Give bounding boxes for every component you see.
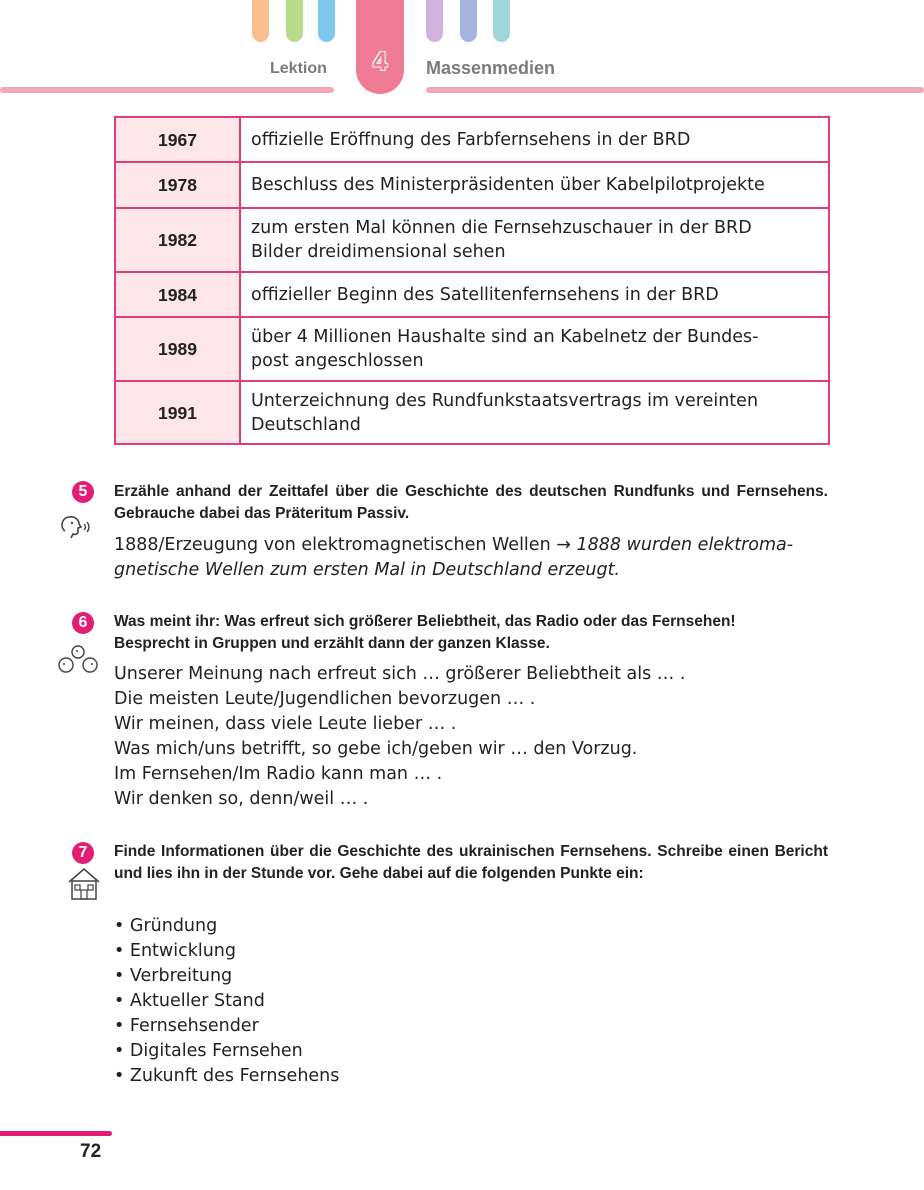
timeline-table <box>114 116 830 445</box>
year-cell: 1967 <box>115 117 240 162</box>
task-5-example-line-2: gnetische Wellen zum ersten Mal in Deutschland erzeugt. <box>114 560 620 580</box>
event-cell: zum ersten Mal können die Fernsehzuschauer in der BRD Bilder dreidimensional sehen <box>240 208 829 272</box>
lektion-number: 4 <box>372 46 388 76</box>
table-row <box>115 381 829 444</box>
event-cell: über 4 Millionen Haushalte sind an Kabelnetz der Bundes- post angeschlossen <box>240 317 829 381</box>
task-7-point: • Zukunft des Fernsehens <box>114 1066 340 1086</box>
lektion-label: Lektion <box>270 60 327 77</box>
task-7-point: • Digitales Fernsehen <box>114 1041 303 1061</box>
task-7-point: • Entwicklung <box>114 941 236 961</box>
task-6-phrase: Im Fernsehen/Im Radio kann man … . <box>114 764 443 784</box>
color-tab <box>493 0 510 42</box>
event-cell: Beschluss des Ministerpräsidenten über Kabelpilotprojekte <box>240 162 829 208</box>
year-cell: 1984 <box>115 272 240 317</box>
color-tab <box>252 0 269 42</box>
table-row <box>115 117 829 162</box>
year-cell: 1982 <box>115 208 240 272</box>
event-cell: Unterzeichnung des Rundfunkstaatsvertrags im vereinten Deutschland <box>240 381 829 444</box>
task-7-point: • Aktueller Stand <box>114 991 265 1011</box>
group-talk-icon <box>55 643 101 681</box>
year-cell: 1978 <box>115 162 240 208</box>
task-6-instruction-line-2: Besprecht in Gruppen und erzählt dann der ganzen Klasse. <box>114 635 550 652</box>
event-cell: offizieller Beginn des Satellitenfernsehens in der BRD <box>240 272 829 317</box>
color-tab <box>318 0 335 42</box>
task-6-phrase: Was mich/uns betrifft, so gebe ich/geben wir … den Vorzug. <box>114 739 638 759</box>
table-row <box>115 317 829 381</box>
page-number: 72 <box>80 1141 102 1162</box>
task-6-phrase: Wir denken so, denn/weil … . <box>114 789 369 809</box>
task-6-phrase: Unserer Meinung nach erfreut sich … größerer Beliebtheit als … . <box>114 664 686 684</box>
table-row <box>115 208 829 272</box>
task-6-instruction-line-1: Was meint ihr: Was erfreut sich größerer Beliebtheit, das Radio oder das Fernsehen! <box>114 613 736 630</box>
table-row <box>115 272 829 317</box>
event-cell: offizielle Eröffnung des Farbfernsehens in der BRD <box>240 117 829 162</box>
task-7-point: • Fernsehsender <box>114 1016 259 1036</box>
year-cell: 1989 <box>115 317 240 381</box>
color-tab <box>460 0 477 42</box>
task-7-point: • Gründung <box>114 916 218 936</box>
task-number-badge: 7 <box>72 842 94 864</box>
topic-title: Massenmedien <box>426 58 556 78</box>
task-7-instruction: Finde Informationen über die Geschichte des ukrainischen Fernsehens. Schreibe einen Bericht und lies ihn in der Stunde vor. Gehe dabei auf die folgenden Punkte ein: <box>114 843 828 882</box>
task-5-instruction: Erzähle anhand der Zeittafel über die Geschichte des deutschen Rundfunks und Fernsehens. Gebrauche dabei das Präteritum Passiv. <box>114 483 828 522</box>
house-homework-icon <box>66 866 102 906</box>
task-number-badge: 5 <box>72 481 94 503</box>
header-line-right <box>426 87 924 93</box>
footer-line <box>0 1131 112 1136</box>
task-6-phrase: Wir meinen, dass viele Leute lieber … . <box>114 714 457 734</box>
task-5-example-line-1: 1888/Erzeugung von elektromagnetischen Wellen → 1888 wurden elektroma- <box>114 535 794 555</box>
color-tab <box>426 0 443 42</box>
task-number-badge: 6 <box>72 612 94 634</box>
task-7-point: • Verbreitung <box>114 966 233 986</box>
task-6-phrase: Die meisten Leute/Jugendlichen bevorzugen … . <box>114 689 536 709</box>
header-line-left <box>0 87 334 93</box>
speaking-head-icon <box>57 513 97 545</box>
table-row <box>115 162 829 208</box>
year-cell: 1991 <box>115 381 240 444</box>
color-tab <box>286 0 303 42</box>
